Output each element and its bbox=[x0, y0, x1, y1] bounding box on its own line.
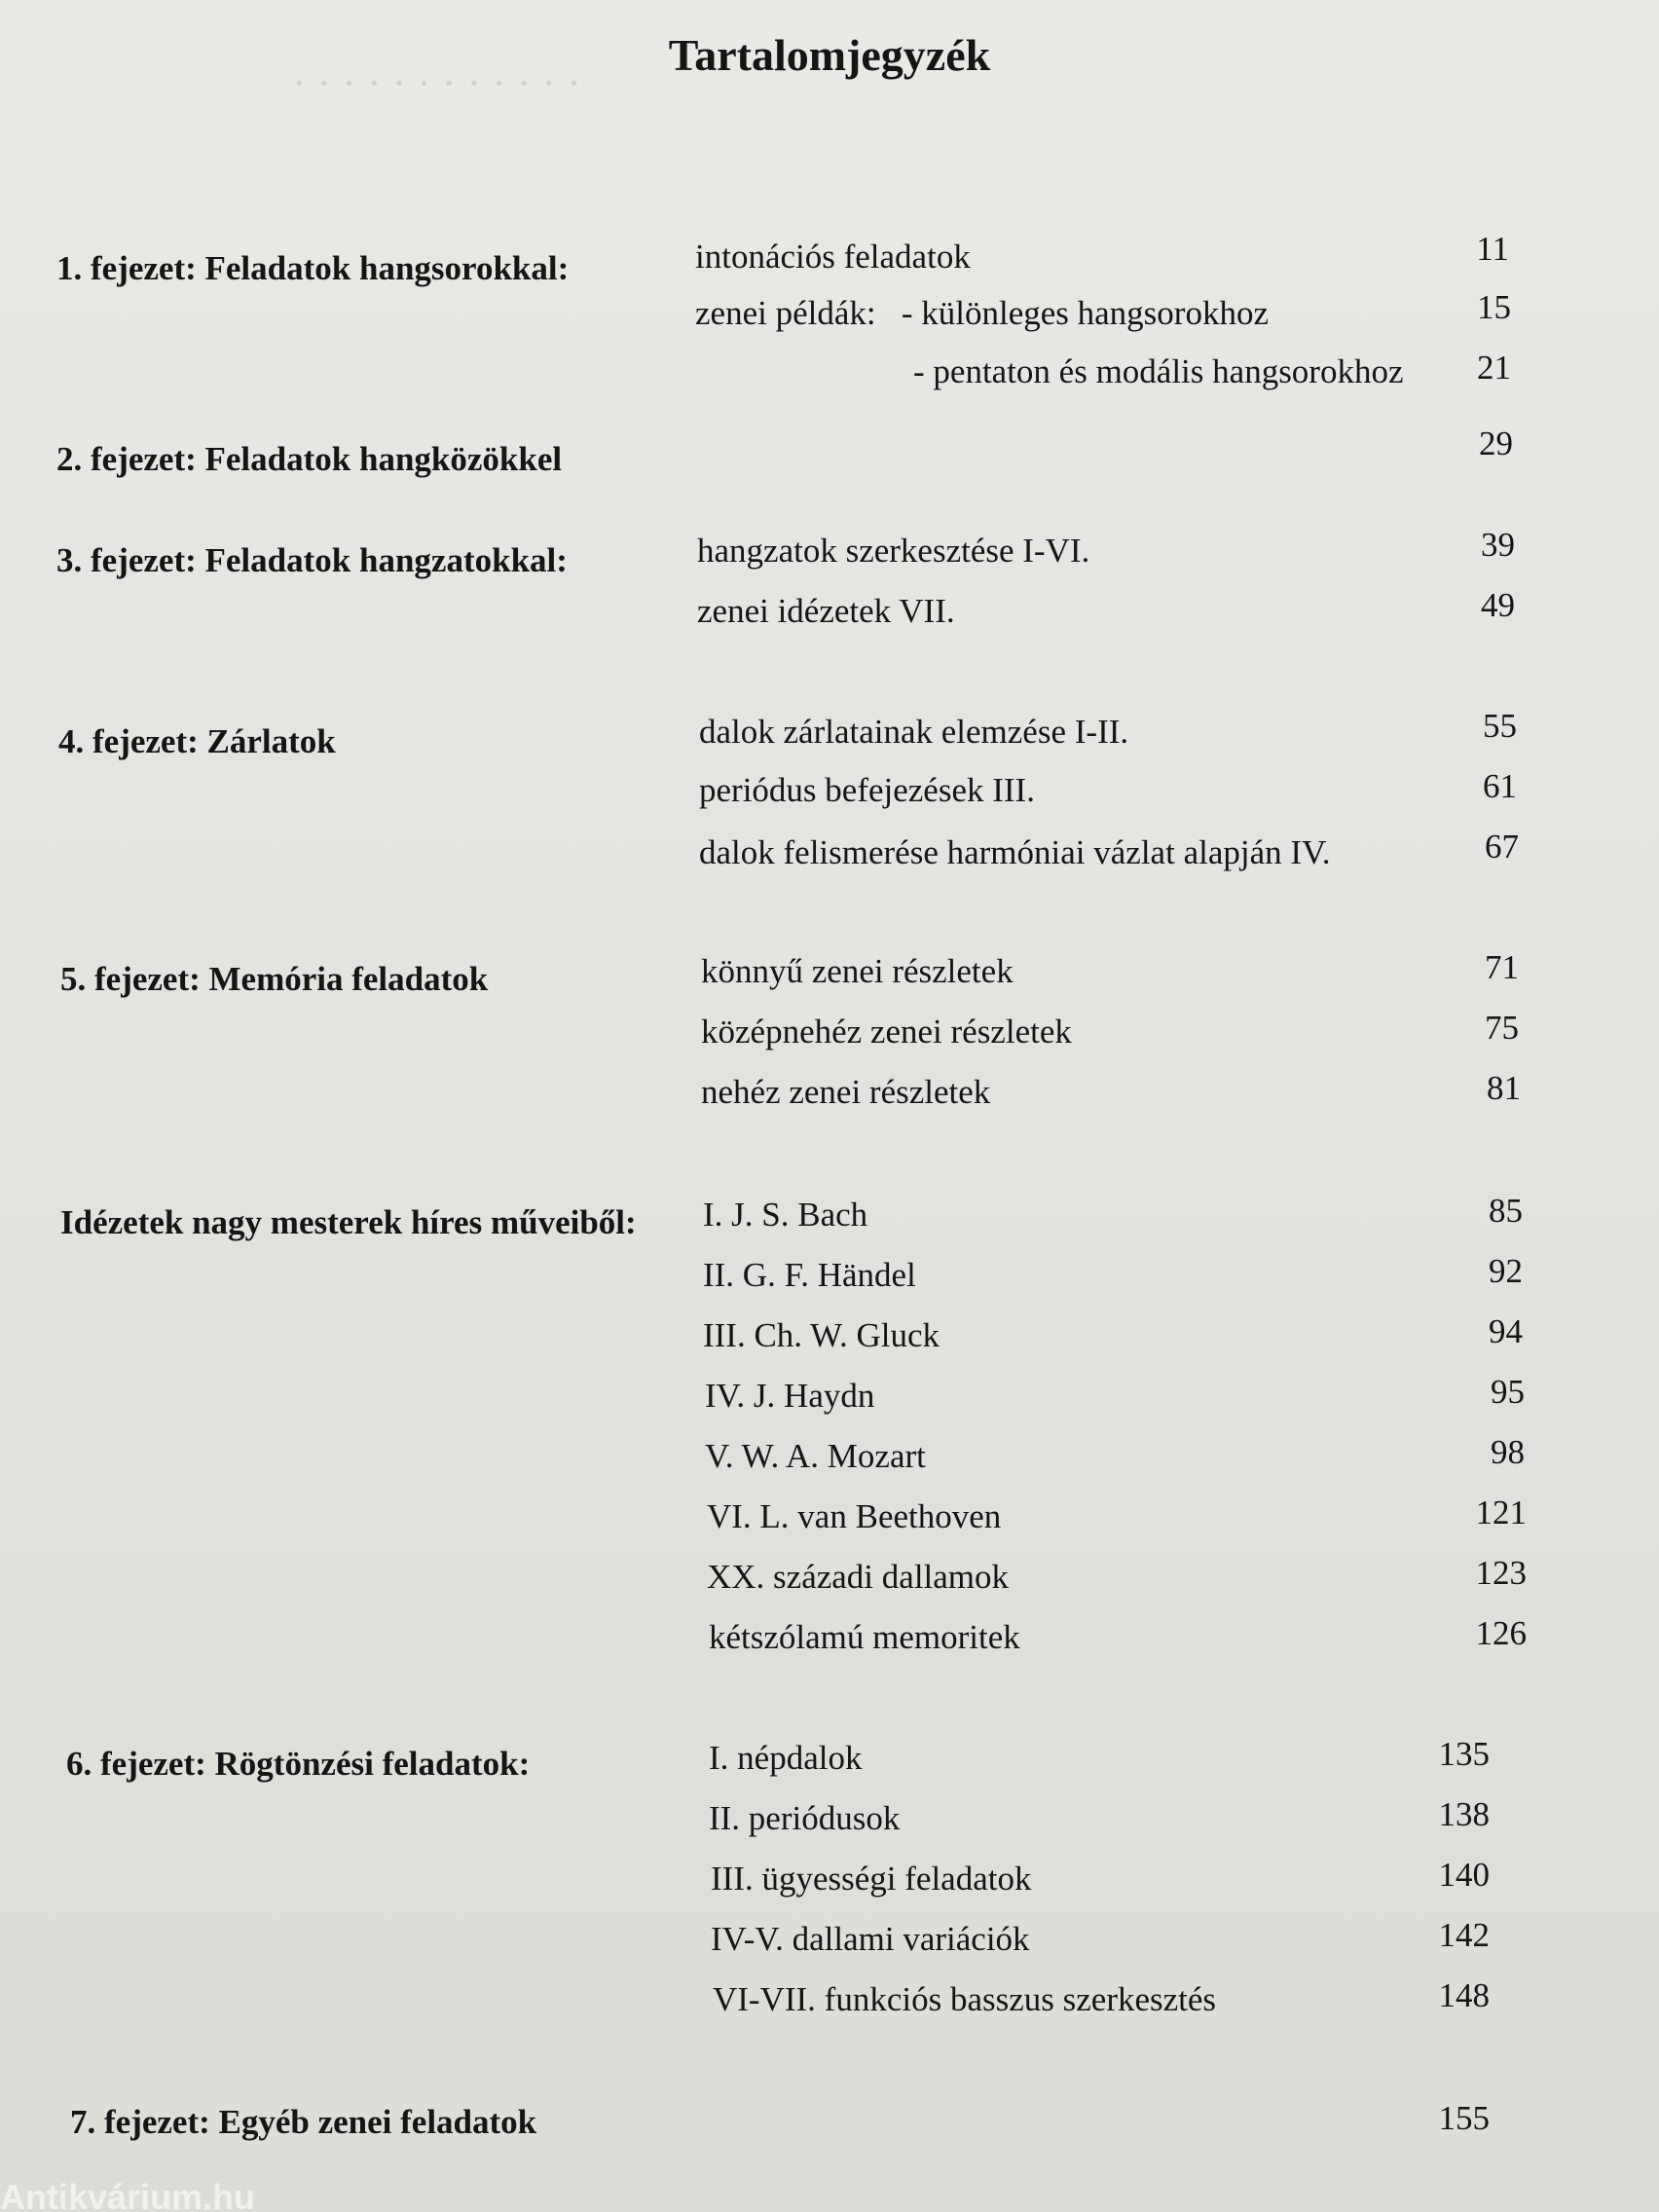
chapter-6-entry-2-page: 138 bbox=[1438, 1795, 1490, 1833]
chapter-6-entry-4: IV-V. dallami variációk bbox=[711, 1920, 1030, 1958]
masters-entry-1: I. J. S. Bach bbox=[703, 1196, 868, 1234]
masters-label: Idézetek nagy mesterek híres műveiből: bbox=[60, 1203, 637, 1241]
chapter-1-entry-3-page: 21 bbox=[1477, 349, 1511, 387]
chapter-7-label: 7. fejezet: Egyéb zenei feladatok bbox=[70, 2103, 537, 2141]
chapter-6-entry-3-page: 140 bbox=[1438, 1856, 1490, 1894]
chapter-6-label: 6. fejezet: Rögtönzési feladatok: bbox=[66, 1745, 531, 1783]
chapter-5-entry-2: középnehéz zenei részletek bbox=[701, 1013, 1072, 1051]
chapter-4-entry-3-page: 67 bbox=[1485, 828, 1519, 866]
watermark: Antikvárium.hu bbox=[0, 2183, 256, 2212]
chapter-6-entry-5: VI-VII. funkciós basszus szerkesztés bbox=[713, 1980, 1217, 2018]
masters-entry-2: II. G. F. Händel bbox=[703, 1256, 916, 1294]
masters-entry-6-page: 121 bbox=[1475, 1493, 1527, 1531]
chapter-2-label: 2. fejezet: Feladatok hangközökkel bbox=[56, 440, 563, 478]
chapter-4-entry-2-page: 61 bbox=[1483, 767, 1517, 805]
masters-entry-5: V. W. A. Mozart bbox=[705, 1437, 926, 1475]
chapter-1-entry-1-page: 11 bbox=[1476, 230, 1509, 268]
chapter-4-entry-1-page: 55 bbox=[1483, 707, 1517, 745]
chapter-6-entry-4-page: 142 bbox=[1438, 1916, 1490, 1954]
chapter-2-page: 29 bbox=[1479, 424, 1513, 462]
chapter-1-label: 1. fejezet: Feladatok hangsorokkal: bbox=[56, 249, 570, 287]
chapter-5-entry-3: nehéz zenei részletek bbox=[701, 1073, 991, 1111]
masters-entry-6: VI. L. van Beethoven bbox=[707, 1497, 1002, 1535]
chapter-1-entry-3: - pentaton és modális hangsorokhoz bbox=[913, 352, 1404, 390]
chapter-1-entry-2-page: 15 bbox=[1477, 288, 1511, 326]
masters-entry-8-page: 126 bbox=[1475, 1614, 1527, 1652]
chapter-6-entry-1: I. népdalok bbox=[709, 1739, 863, 1777]
masters-entry-5-page: 98 bbox=[1491, 1433, 1525, 1471]
chapter-1-entry-2: zenei példák: - különleges hangsorokhoz bbox=[695, 294, 1269, 332]
chapter-5-entry-1-page: 71 bbox=[1485, 948, 1519, 986]
chapter-6-entry-3: III. ügyességi feladatok bbox=[711, 1860, 1032, 1898]
chapter-6-entry-5-page: 148 bbox=[1438, 1976, 1490, 2014]
chapter-3-entry-1-page: 39 bbox=[1481, 526, 1515, 564]
chapter-3-entry-2: zenei idézetek VII. bbox=[697, 592, 955, 630]
chapter-4-entry-1: dalok zárlatainak elemzése I-II. bbox=[699, 713, 1129, 751]
masters-entry-8: kétszólamú memoritek bbox=[709, 1618, 1020, 1656]
chapter-4-label: 4. fejezet: Zárlatok bbox=[58, 722, 336, 760]
chapter-5-entry-3-page: 81 bbox=[1487, 1069, 1521, 1107]
masters-entry-4-page: 95 bbox=[1491, 1373, 1525, 1411]
masters-entry-7-page: 123 bbox=[1475, 1554, 1527, 1592]
chapter-7-page: 155 bbox=[1438, 2099, 1490, 2137]
chapter-5-label: 5. fejezet: Memória feladatok bbox=[60, 960, 489, 998]
chapter-3-entry-1: hangzatok szerkesztése I-VI. bbox=[697, 532, 1090, 570]
chapter-5-entry-2-page: 75 bbox=[1485, 1009, 1519, 1047]
masters-entry-2-page: 92 bbox=[1489, 1252, 1523, 1290]
page-title: Tartalomjegyzék bbox=[668, 30, 991, 80]
masters-entry-3: III. Ch. W. Gluck bbox=[703, 1316, 940, 1354]
masters-entry-4: IV. J. Haydn bbox=[705, 1377, 875, 1415]
chapter-1-entry-1: intonációs feladatok bbox=[695, 238, 971, 276]
chapter-6-entry-2: II. periódusok bbox=[709, 1799, 901, 1837]
bleed-through-heading: · · · · · · · · · · · · bbox=[292, 59, 581, 107]
masters-entry-3-page: 94 bbox=[1489, 1312, 1523, 1350]
chapter-4-entry-2: periódus befejezések III. bbox=[699, 771, 1035, 809]
masters-entry-7: XX. századi dallamok bbox=[707, 1558, 1010, 1596]
chapter-6-entry-1-page: 135 bbox=[1438, 1735, 1490, 1773]
chapter-4-entry-3: dalok felismerése harmóniai vázlat alapján IV. bbox=[699, 833, 1331, 871]
chapter-5-entry-1: könnyű zenei részletek bbox=[701, 952, 1014, 990]
chapter-3-entry-2-page: 49 bbox=[1481, 586, 1515, 624]
masters-entry-1-page: 85 bbox=[1489, 1192, 1523, 1230]
chapter-3-label: 3. fejezet: Feladatok hangzatokkal: bbox=[56, 541, 568, 579]
